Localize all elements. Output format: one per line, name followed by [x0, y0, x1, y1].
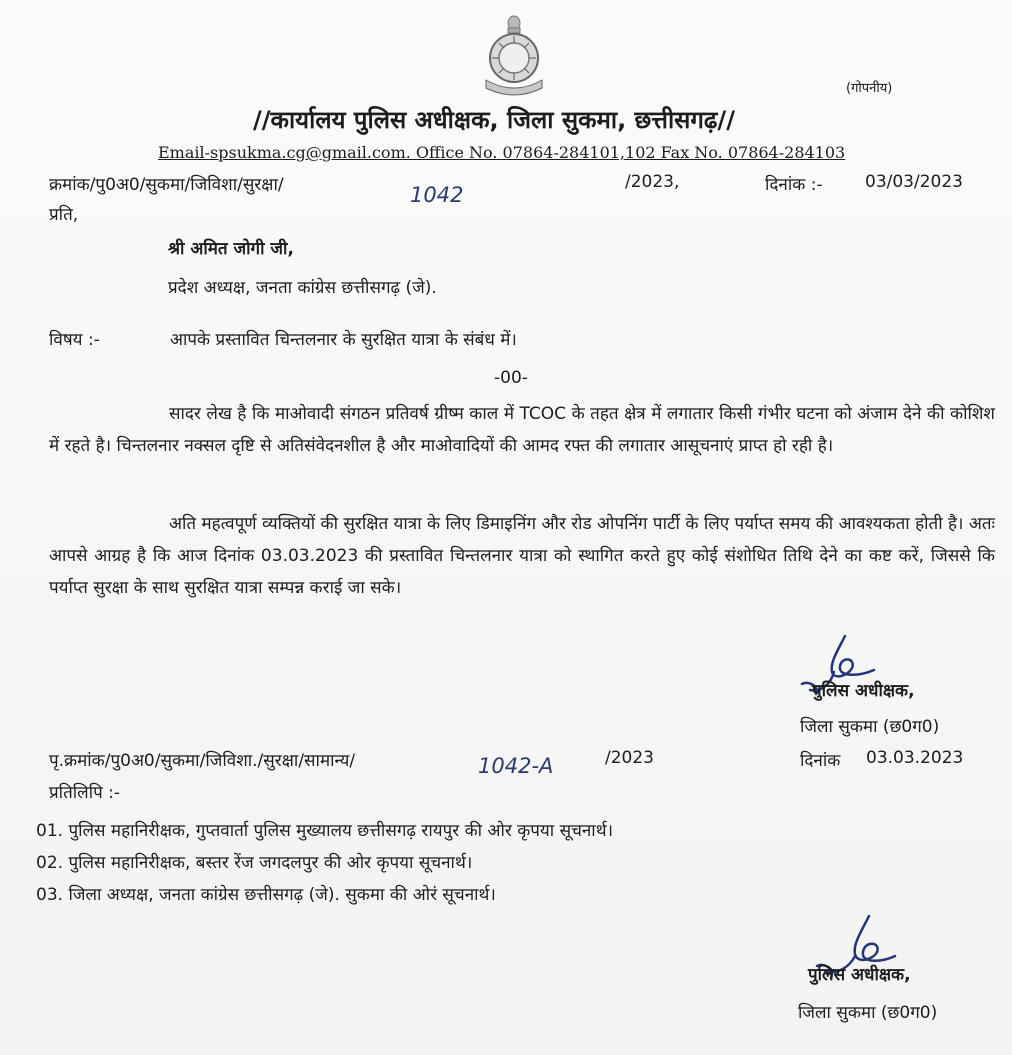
- reference-number-prefix: क्रमांक/पु0अ0/सुकमा/जिविशा/सुरक्षा/: [49, 175, 284, 195]
- reference-date: 03/03/2023: [865, 172, 963, 192]
- endorsement-number-handwritten: 1042-A: [478, 754, 554, 778]
- reference-year: /2023,: [625, 172, 680, 192]
- endorsement-date-label: दिनांक: [800, 751, 841, 771]
- office-title: //कार्यालय पुलिस अधीक्षक, जिला सुकमा, छत्तीसगढ़//: [253, 106, 735, 134]
- police-emblem-icon: [478, 14, 550, 96]
- subject-label: विषय :-: [49, 330, 100, 350]
- body-paragraph-2: अति महत्वपूर्ण व्यक्तियों की सुरक्षित यात्रा के लिए डिमाइनिंग और रोड ओपनिंग पार्टी के लिए पर्याप्त समय की आवश्यकता होती है। अतः आपसे आग्रह है कि आज दिनांक 03.03.2023 की प्रस्तावित चिन्तलनार यात्रा को स्थागित करते हुए कोई संशोधित तिथि देने का कष्ट करें, जिससे कि पर्याप्त सुरक्षा के साथ सुरक्षित यात्रा सम्पन्न कराई जा सके।: [49, 514, 995, 598]
- recipient-name: श्री अमित जोगी जी,: [168, 239, 294, 259]
- endorsement-year: /2023: [605, 748, 654, 768]
- body-paragraph-1: सादर लेख है कि माओवादी संगठन प्रतिवर्ष ग्रीष्म काल में TCOC के तहत क्षेत्र में लगातार किसी गंभीर घटना को अंजाम देने की कोशिश में रहते है। चिन्तलनार नक्सल दृष्टि से अतिसंवेदनशील है और माओवादियों की आमद रफ्त की लगातार आसूचनाएं प्राप्त हो रही है।: [49, 404, 995, 456]
- copy-label: प्रतिलिपि :-: [49, 783, 121, 803]
- contact-line: Email-spsukma.cg@gmail.com. Office No. 07864-284101,102 Fax No. 07864-284103: [158, 143, 846, 162]
- copy-item-3: 03. जिला अध्यक्ष, जनता कांग्रेस छत्तीसगढ़ (जे). सुकमा की ओरं सूचनार्थ।: [36, 885, 496, 905]
- copy-item-1: 01. पुलिस महानिरीक्षक, गुप्तवार्ता पुलिस मुख्यालय छत्तीसगढ़ रायपुर की ओर कृपया सूचनार्थ।: [36, 821, 614, 841]
- recipient-designation: प्रदेश अध्यक्ष, जनता कांग्रेस छत्तीसगढ़ (जे).: [168, 278, 437, 298]
- separator: -00-: [494, 368, 528, 388]
- signatory-district-2: जिला सुकमा (छ0ग0): [798, 1003, 938, 1023]
- reference-date-label: दिनांक :-: [765, 175, 823, 195]
- copy-item-2: 02. पुलिस महानिरीक्षक, बस्तर रेंज जगदलपुर की ओर कृपया सूचनार्थ।: [36, 853, 473, 873]
- endorsement-number-prefix: पृ.क्रमांक/पु0अ0/सुकमा/जिविशा./सुरक्षा/सामान्य/: [49, 751, 356, 771]
- signatory-title-1: पुलिस अधीक्षक,: [812, 681, 915, 701]
- to-label: प्रति,: [49, 205, 79, 225]
- handwritten-signature-1: [790, 628, 990, 718]
- signatory-district-1: जिला सुकमा (छ0ग0): [800, 717, 940, 737]
- endorsement-date: 03.03.2023: [866, 748, 964, 768]
- subject-text: आपके प्रस्तावित चिन्तलनार के सुरक्षित यात्रा के संबंध में।: [170, 330, 517, 350]
- signatory-title-2: पुलिस अधीक्षक,: [808, 965, 911, 985]
- handwritten-signature-2: [795, 910, 995, 1000]
- reference-number-handwritten: 1042: [410, 183, 464, 207]
- classification-label: (गोपनीय): [846, 81, 893, 96]
